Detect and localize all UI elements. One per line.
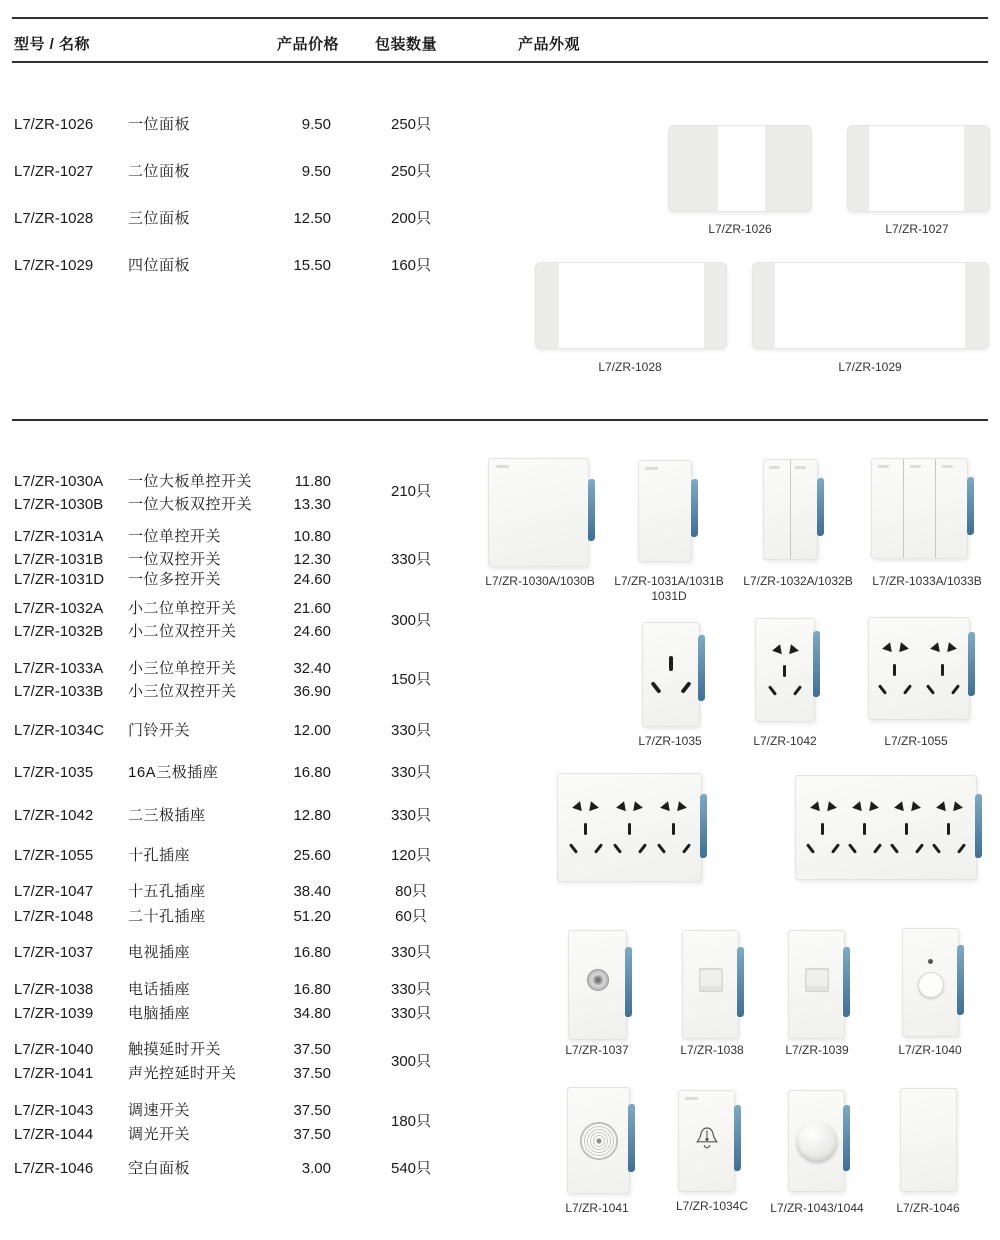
model-cell: L7/ZR-1032A (14, 600, 104, 617)
table-row (0, 257, 470, 274)
name-cell: 调速开关 (128, 1102, 191, 1119)
model-cell: L7/ZR-1040 (14, 1041, 94, 1058)
qty-cell: 60只 (395, 908, 427, 925)
model-cell: L7/ZR-1028 (14, 210, 94, 227)
price-cell: 15.50 (293, 257, 331, 274)
three-pin-holes (649, 656, 693, 694)
qty-cell: 330只 (390, 981, 432, 998)
image-label: L7/ZR-1040 (898, 1043, 962, 1057)
price-cell: 37.50 (293, 1065, 331, 1082)
image-label: L7/ZR-1027 (885, 222, 949, 236)
price-cell: 9.50 (301, 116, 331, 133)
name-cell: 一位面板 (128, 116, 191, 133)
three-pin-holes (804, 823, 842, 854)
price-cell: 12.80 (293, 807, 331, 824)
qty-cell: 200只 (390, 210, 432, 227)
three-pin-holes (766, 665, 804, 696)
mount-clip (734, 1105, 741, 1172)
name-cell: 小二位单控开关 (128, 600, 237, 617)
model-cell: L7/ZR-1047 (14, 883, 94, 900)
qty-cell: 250只 (390, 116, 432, 133)
qty-cell: 210只 (390, 483, 432, 500)
name-cell: 电脑插座 (128, 1005, 191, 1022)
gang-divider (903, 459, 904, 558)
price-cell: 12.50 (293, 210, 331, 227)
product-image-1035 (642, 622, 700, 727)
three-pin-holes (567, 823, 605, 854)
mount-clip (967, 477, 974, 536)
section-divider-rule (12, 419, 988, 421)
two-pin-holes (894, 802, 921, 813)
qty-cell: 330只 (390, 944, 432, 961)
col-header-appearance: 产品外观 (518, 36, 581, 53)
socket-gang (930, 802, 968, 854)
product-image-1034c (678, 1090, 735, 1192)
name-cell: 空白面板 (128, 1160, 191, 1177)
model-cell: L7/ZR-1026 (14, 116, 94, 133)
image-label: L7/ZR-1038 (680, 1043, 744, 1057)
product-image-1041 (567, 1087, 630, 1194)
price-cell: 16.80 (293, 944, 331, 961)
price-cell: 36.90 (293, 683, 331, 700)
mount-clip (737, 947, 744, 1018)
header-rule (12, 61, 988, 63)
product-image-1032 (763, 459, 818, 560)
mount-clip (968, 632, 975, 697)
brand-mark (942, 465, 953, 468)
plate-module (869, 126, 964, 211)
name-cell: 十孔插座 (128, 847, 191, 864)
price-cell: 11.80 (294, 473, 331, 490)
two-pin-holes (810, 802, 837, 813)
model-cell: L7/ZR-1031A (14, 528, 104, 545)
socket-gang (924, 643, 962, 695)
mount-clip (691, 479, 698, 538)
image-label: L7/ZR-1043/1044 (770, 1201, 864, 1215)
col-header-price: 产品价格 (277, 36, 340, 53)
price-cell: 25.60 (293, 847, 331, 864)
two-pin-holes (936, 802, 963, 813)
brand-mark (795, 466, 806, 469)
two-pin-holes (660, 802, 687, 813)
model-cell: L7/ZR-1039 (14, 1005, 94, 1022)
table-row (0, 528, 470, 545)
product-image-1042 (755, 618, 815, 722)
three-pin-holes (611, 823, 649, 854)
touch-switch-face (918, 959, 944, 998)
socket-gang (766, 644, 804, 696)
price-cell: 34.80 (293, 1005, 331, 1022)
table-row (0, 571, 470, 588)
brand-mark (910, 465, 921, 468)
rj-port-icon (699, 968, 723, 992)
product-image-1038 (682, 930, 739, 1039)
model-cell: L7/ZR-1030B (14, 496, 104, 513)
image-label: L7/ZR-1041 (565, 1201, 629, 1215)
product-image-1029 (752, 262, 989, 349)
three-pin-holes (924, 664, 962, 695)
price-cell: 9.50 (301, 163, 331, 180)
image-label: L7/ZR-1042 (753, 734, 817, 748)
price-cell: 38.40 (293, 883, 331, 900)
plate-module (775, 263, 965, 348)
model-cell: L7/ZR-1030A (14, 473, 104, 490)
two-pin-holes (882, 643, 909, 654)
price-cell: 37.50 (293, 1041, 331, 1058)
image-label: L7/ZR-1046 (896, 1201, 960, 1215)
image-label: L7/ZR-1028 (598, 360, 662, 374)
price-cell: 16.80 (293, 981, 331, 998)
model-cell: L7/ZR-1041 (14, 1065, 94, 1082)
qty-cell: 330只 (390, 807, 432, 824)
qty-cell: 80只 (395, 883, 427, 900)
product-image-1039 (788, 930, 845, 1039)
image-label: L7/ZR-1055 (884, 734, 948, 748)
product-image-1047 (557, 773, 702, 882)
model-cell: L7/ZR-1032B (14, 623, 104, 640)
top-rule (12, 17, 988, 19)
price-cell: 24.60 (293, 571, 331, 588)
socket-gang (888, 802, 926, 854)
two-pin-holes (852, 802, 879, 813)
two-pin-holes (572, 802, 599, 813)
image-label: L7/ZR-1033A/1033B (872, 574, 982, 588)
name-cell: 门铃开关 (128, 722, 191, 739)
socket-gang (876, 643, 914, 695)
three-pin-holes (888, 823, 926, 854)
product-image-1043 (788, 1090, 845, 1192)
mount-clip (975, 794, 982, 859)
two-pin-holes (772, 644, 799, 655)
name-cell: 一位大板单控开关 (128, 473, 253, 490)
model-cell: L7/ZR-1034C (14, 722, 105, 739)
socket-gang (804, 802, 842, 854)
image-label: L7/ZR-1026 (708, 222, 772, 236)
name-cell: 一位多控开关 (128, 571, 222, 588)
price-cell: 37.50 (293, 1126, 331, 1143)
col-header-model: 型号 / 名称 (14, 36, 91, 53)
model-cell: L7/ZR-1031B (14, 551, 104, 568)
model-cell: L7/ZR-1043 (14, 1102, 94, 1119)
model-cell: L7/ZR-1033B (14, 683, 104, 700)
mount-clip (843, 947, 850, 1018)
name-cell: 三位面板 (128, 210, 191, 227)
name-cell: 声光控延时开关 (128, 1065, 237, 1082)
name-cell: 一位双控开关 (128, 551, 222, 568)
qty-cell: 150只 (390, 671, 432, 688)
name-cell: 小三位双控开关 (128, 683, 237, 700)
qty-cell: 250只 (390, 163, 432, 180)
product-image-1055 (868, 617, 970, 720)
product-image-1040 (902, 928, 959, 1037)
socket-gang (567, 802, 605, 854)
table-row (0, 210, 470, 227)
mount-clip (700, 794, 707, 859)
model-cell: L7/ZR-1038 (14, 981, 94, 998)
mount-clip (588, 479, 595, 542)
name-cell: 电话插座 (128, 981, 191, 998)
name-cell: 调光开关 (128, 1126, 191, 1143)
model-cell: L7/ZR-1055 (14, 847, 94, 864)
price-cell: 12.00 (293, 722, 331, 739)
image-label: 1031D (651, 589, 687, 603)
image-label: L7/ZR-1039 (785, 1043, 849, 1057)
name-cell: 四位面板 (128, 257, 191, 274)
product-image-1048 (795, 775, 977, 880)
image-label: L7/ZR-1029 (838, 360, 902, 374)
rotary-knob-icon (797, 1121, 837, 1161)
socket-gang (611, 802, 649, 854)
product-image-1037 (568, 930, 627, 1040)
price-cell: 16.80 (293, 764, 331, 781)
qty-cell: 540只 (390, 1160, 432, 1177)
plate-module (559, 263, 704, 348)
qty-cell: 160只 (390, 257, 432, 274)
product-image-1046 (900, 1088, 957, 1192)
qty-cell: 300只 (390, 612, 432, 629)
two-pin-holes (930, 643, 957, 654)
three-pin-holes (655, 823, 693, 854)
product-image-1031 (638, 460, 692, 562)
price-cell: 13.30 (293, 496, 331, 513)
price-cell: 51.20 (293, 908, 331, 925)
image-label: L7/ZR-1031A/1031B (614, 574, 724, 588)
qty-cell: 330只 (390, 722, 432, 739)
coax-connector-icon (587, 969, 609, 991)
rj-port-icon (805, 968, 829, 992)
price-cell: 3.00 (301, 1160, 331, 1177)
qty-cell: 330只 (390, 551, 432, 568)
price-cell: 10.80 (293, 528, 331, 545)
mount-clip (843, 1105, 850, 1172)
product-image-1026 (668, 125, 812, 212)
mount-clip (698, 635, 705, 702)
brand-mark (769, 466, 780, 469)
three-pin-holes (846, 823, 884, 854)
round-button-icon (918, 972, 944, 998)
model-cell: L7/ZR-1044 (14, 1126, 94, 1143)
image-label: L7/ZR-1032A/1032B (743, 574, 853, 588)
plate-module (718, 126, 765, 211)
mount-clip (817, 478, 824, 537)
brand-mark (685, 1097, 698, 1100)
qty-cell: 180只 (390, 1113, 432, 1130)
qty-cell: 330只 (390, 764, 432, 781)
model-cell: L7/ZR-1046 (14, 1160, 94, 1177)
product-image-1027 (847, 125, 990, 212)
three-pin-holes (876, 664, 914, 695)
name-cell: 触摸延时开关 (128, 1041, 222, 1058)
gang-divider (790, 460, 791, 559)
price-cell: 37.50 (293, 1102, 331, 1119)
price-cell: 12.30 (293, 551, 331, 568)
model-cell: L7/ZR-1029 (14, 257, 94, 274)
qty-cell: 300只 (390, 1053, 432, 1070)
price-cell: 21.60 (293, 600, 331, 617)
image-label: L7/ZR-1034C (675, 1199, 749, 1213)
brand-mark (878, 465, 889, 468)
name-cell: 一位大板双控开关 (128, 496, 253, 513)
table-row (0, 163, 470, 180)
name-cell: 二十孔插座 (128, 908, 206, 925)
mount-clip (628, 1104, 635, 1173)
name-cell: 二三极插座 (128, 807, 206, 824)
bell-icon (694, 1125, 720, 1157)
name-cell: 一位单控开关 (128, 528, 222, 545)
name-cell: 十五孔插座 (128, 883, 206, 900)
product-image-1028 (535, 262, 727, 349)
model-cell: L7/ZR-1027 (14, 163, 94, 180)
image-label: L7/ZR-1035 (638, 734, 702, 748)
mount-clip (957, 945, 964, 1016)
name-cell: 电视插座 (128, 944, 191, 961)
image-label: L7/ZR-1030A/1030B (485, 574, 595, 588)
brand-mark (496, 465, 509, 468)
qty-cell: 120只 (390, 847, 432, 864)
socket-gang (655, 802, 693, 854)
brand-mark (645, 467, 658, 470)
price-cell: 24.60 (293, 623, 331, 640)
socket-gang (846, 802, 884, 854)
product-image-1030 (488, 458, 589, 567)
col-header-qty: 包装数量 (375, 36, 438, 53)
product-image-1033 (871, 458, 968, 559)
model-cell: L7/ZR-1031D (14, 571, 105, 588)
gang-divider (935, 459, 936, 558)
name-cell: 小三位单控开关 (128, 660, 237, 677)
mount-clip (813, 631, 820, 698)
image-label: L7/ZR-1037 (565, 1043, 629, 1057)
model-cell: L7/ZR-1033A (14, 660, 104, 677)
name-cell: 二位面板 (128, 163, 191, 180)
name-cell: 小二位双控开关 (128, 623, 237, 640)
three-pin-holes (930, 823, 968, 854)
speaker-grille-icon (580, 1122, 618, 1160)
model-cell: L7/ZR-1042 (14, 807, 94, 824)
mount-clip (625, 947, 632, 1018)
name-cell: 16A三极插座 (128, 764, 219, 781)
led-dot-icon (928, 959, 933, 964)
model-cell: L7/ZR-1037 (14, 944, 94, 961)
model-cell: L7/ZR-1035 (14, 764, 94, 781)
price-cell: 32.40 (293, 660, 331, 677)
model-cell: L7/ZR-1048 (14, 908, 94, 925)
qty-cell: 330只 (390, 1005, 432, 1022)
two-pin-holes (616, 802, 643, 813)
table-row (0, 116, 470, 133)
